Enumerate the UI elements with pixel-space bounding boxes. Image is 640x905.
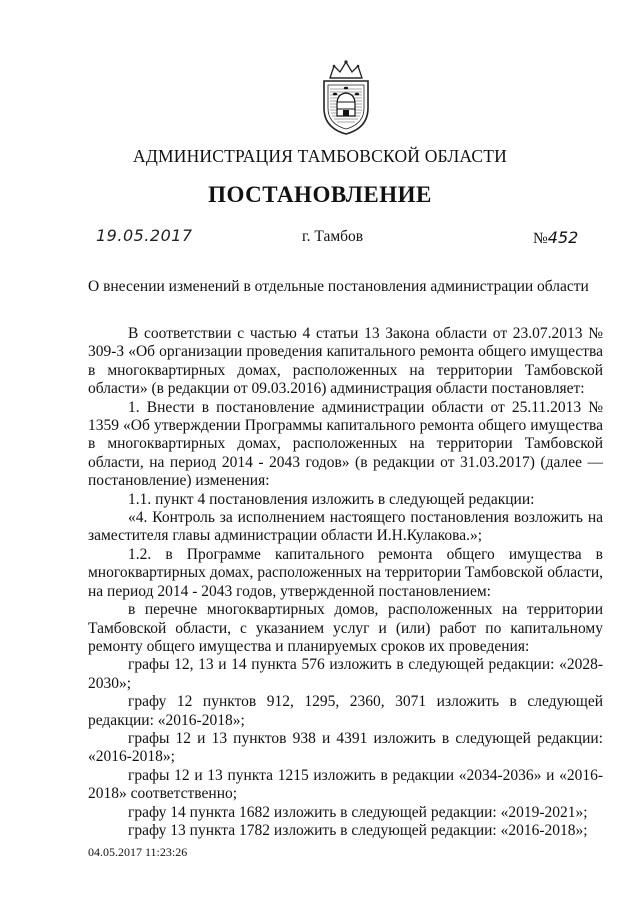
document-number-prefix: №	[533, 230, 548, 247]
footer-timestamp: 04.05.2017 11:23:26	[88, 845, 188, 859]
document-number-value: 452	[547, 228, 579, 247]
body-paragraph: графу 14 пункта 1682 изложить в следующей редакции: «2019-2021»;	[128, 803, 588, 821]
document-subject: О внесении изменений в отдельные постановления администрации области	[88, 278, 589, 295]
body-paragraph: 1. Внести в постановление администрации области от 25.11.2013 № 1359 «Об утверждении Программы капитального ремонта общего имущества в многоквартирных домах, расположенных на территории Тамбовской области, на период 2014 - 2043 годов» (в редакции от 31.03.2017) (далее — постановление) изменения:	[88, 398, 603, 490]
organization-title: АДМИНИСТРАЦИЯ ТАМБОВСКОЙ ОБЛАСТИ	[133, 146, 507, 166]
document-city: г. Тамбов	[302, 228, 364, 245]
body-paragraph: графы 12 и 13 пунктов 938 и 4391 изложить в следующей редакции: «2016-2018»;	[88, 729, 603, 766]
body-paragraph: В соответствии с частью 4 статьи 13 Закона области от 23.07.2013 № 309-З «Об организации проведения капитального ремонта общего имущества в многоквартирных домах, расположенных на территории Тамбовской области» (в редакции от 09.03.2016) администрация области постановляет:	[88, 325, 603, 398]
document-number	[533, 228, 578, 248]
tambov-coat-of-arms-icon	[316, 58, 376, 136]
document-type-title: ПОСТАНОВЛЕНИЕ	[208, 182, 432, 207]
body-paragraph: 1.1. пункт 4 постановления изложить в следующей редакции:	[128, 490, 535, 508]
body-paragraph: графы 12 и 13 пункта 1215 изложить в редакции «2034-2036» и «2016-2018» соответственно;	[88, 766, 603, 803]
body-paragraph: 1.2. в Программе капитального ремонта общего имущества в многоквартирных домах, расположенных на территории Тамбовской области, на период 2014 - 2043 годов, утвержденной постановлением:	[88, 545, 603, 600]
body-paragraph: графы 12, 13 и 14 пункта 576 изложить в следующей редакции: «2028-2030»;	[88, 656, 603, 692]
body-paragraph: в перечне многоквартирных домов, расположенных на территории Тамбовской области, с указанием услуг и (или) работ по капитальному ремонту общего имущества и планируемых сроков их проведения:	[88, 601, 603, 655]
document-body	[88, 325, 603, 840]
document-date: 19.05.2017	[96, 226, 193, 245]
body-paragraph: графу 12 пунктов 912, 1295, 2360, 3071 изложить в следующей редакции: «2016-2018»;	[88, 693, 603, 729]
body-paragraph: «4. Контроль за исполнением настоящего постановления возложить на заместителя главы администрации области И.Н.Кулакова.»;	[88, 509, 603, 545]
body-paragraph: графу 13 пункта 1782 изложить в следующей редакции: «2016-2018»;	[128, 821, 588, 839]
